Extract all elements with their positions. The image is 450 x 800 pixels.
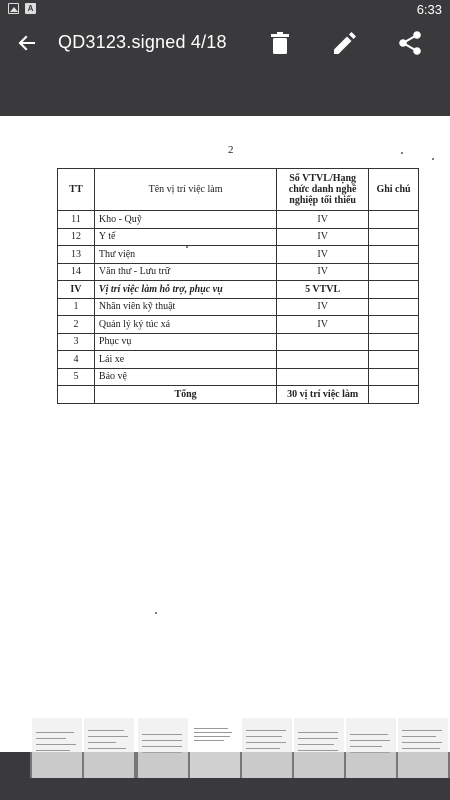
cell-name: Vị trí việc làm hỗ trợ, phục vụ: [94, 281, 276, 299]
page-thumbnail-strip: [0, 718, 450, 800]
table-header-row: [58, 169, 419, 211]
table-row: [58, 333, 419, 351]
cell-note: [369, 228, 419, 246]
table-row: [58, 263, 419, 281]
cell-tt: 13: [58, 246, 95, 264]
cell-tt: 4: [58, 351, 95, 369]
cell-note: [369, 298, 419, 316]
cell-count: IV: [277, 228, 369, 246]
cell-count: 5 VTVL: [277, 281, 369, 299]
cell-note: [369, 246, 419, 264]
cell-name: Lái xe: [94, 351, 276, 369]
header-tt: TT: [58, 169, 95, 211]
thumbnail-dim-overlay: [30, 752, 450, 778]
trash-icon: [271, 32, 289, 54]
page-number: 2: [228, 144, 234, 156]
document-page[interactable]: [0, 116, 450, 752]
cell-name: Y tế: [94, 228, 276, 246]
image-notification-icon: [8, 3, 19, 14]
cell-note: [369, 211, 419, 229]
pencil-icon: [334, 32, 356, 54]
cell-tt: 3: [58, 333, 95, 351]
header-position-name: Tên vị trí việc làm: [94, 169, 276, 211]
cell-note: [369, 368, 419, 386]
cell-count: IV: [277, 246, 369, 264]
share-button[interactable]: [395, 28, 425, 58]
cell-count: [277, 351, 369, 369]
cell-note: [369, 316, 419, 334]
cell-tt: 11: [58, 211, 95, 229]
cell-tt: 2: [58, 316, 95, 334]
cell-tt: 14: [58, 263, 95, 281]
table-row: [58, 316, 419, 334]
cell-total-label: Tổng: [94, 386, 276, 404]
share-icon: [399, 31, 421, 55]
status-bar: [0, 0, 450, 20]
clock: 6:33: [416, 2, 442, 17]
cell-tt: 1: [58, 298, 95, 316]
cell-name: Nhân viên kỹ thuật: [94, 298, 276, 316]
back-button[interactable]: [14, 30, 40, 56]
cell-name: Phục vụ: [94, 333, 276, 351]
cell-tt: 5: [58, 368, 95, 386]
table-row: [58, 351, 419, 369]
header-note: Ghi chú: [369, 169, 419, 211]
cell-name: Văn thư - Lưu trữ: [94, 263, 276, 281]
cell-tt: IV: [58, 281, 95, 299]
cell-note: [369, 351, 419, 369]
cell-tt: 12: [58, 228, 95, 246]
cell-tt: [58, 386, 95, 404]
cell-note: [369, 333, 419, 351]
scan-speck: [432, 158, 434, 160]
table-row: [58, 228, 419, 246]
cell-name: Bảo vệ: [94, 368, 276, 386]
cell-count: IV: [277, 298, 369, 316]
cell-name: Kho - Quỹ: [94, 211, 276, 229]
cell-name: Thư viện: [94, 246, 276, 264]
notification-icons: [8, 3, 36, 14]
cell-count: IV: [277, 263, 369, 281]
cell-count: [277, 368, 369, 386]
cell-note: [369, 281, 419, 299]
cell-count: IV: [277, 211, 369, 229]
cell-note: [369, 386, 419, 404]
scan-speck: [155, 612, 157, 614]
table-row: [58, 368, 419, 386]
letter-a-notification-icon: A: [25, 3, 36, 14]
table-section-row: [58, 281, 419, 299]
positions-table: [57, 168, 419, 404]
document-title: QD3123.signed 4/18: [58, 32, 227, 52]
table-total-row: [58, 386, 419, 404]
app-bar: [0, 20, 450, 116]
cell-name: Quản lý ký túc xá: [94, 316, 276, 334]
scan-speck: [401, 152, 403, 154]
table-row: [58, 246, 419, 264]
header-count: Số VTVL/Hạng chức danh nghề nghiệp tối thiểu: [277, 169, 369, 211]
cell-total-count: 30 vị trí việc làm: [277, 386, 369, 404]
table-row: [58, 211, 419, 229]
cell-count: IV: [277, 316, 369, 334]
arrow-back-icon: [18, 34, 36, 52]
edit-button[interactable]: [330, 28, 360, 58]
cell-note: [369, 263, 419, 281]
table-row: [58, 298, 419, 316]
cell-count: [277, 333, 369, 351]
delete-button[interactable]: [265, 28, 295, 58]
